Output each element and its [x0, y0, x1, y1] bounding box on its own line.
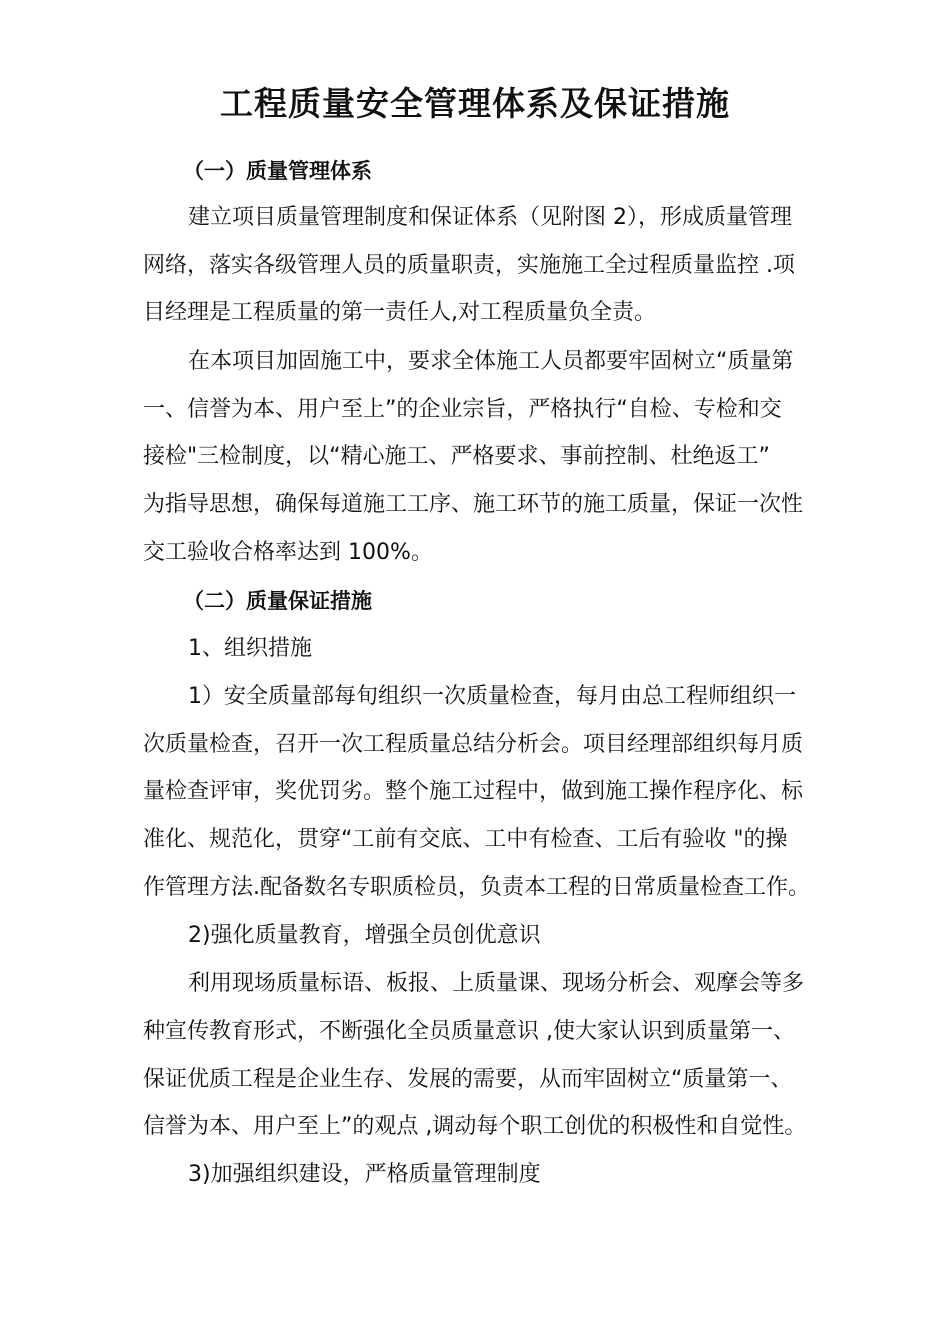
paragraph-line: 信誉为本、用户至上”的观点 ,调动每个职工创优的积极性和自觉性。 — [143, 1114, 807, 1139]
paragraph-line: 利用现场质量标语、板报、上质量课、现场分析会、观摩会等多 — [188, 971, 805, 996]
paragraph-line: 量检查评审，奖优罚劣。整个施工过程中，做到施工操作程序化、标 — [143, 779, 804, 804]
paragraph-line: 接检"三检制度，以“精心施工、严格要求、事前控制、杜绝返工” — [143, 444, 770, 469]
subheading-line: 1、组织措施 — [188, 636, 312, 661]
paragraph-line: 保证优质工程是企业生存、发展的需要，从而牢固树立“质量第一、 — [143, 1067, 793, 1092]
paragraph-line: 在本项目加固施工中，要求全体施工人员都要牢固树立“质量第 — [188, 349, 794, 374]
paragraph-line: 交工验收合格率达到 100%。 — [143, 540, 433, 565]
paragraph-line: 网络，落实各级管理人员的质量职责，实施施工全过程质量监控 .项 — [143, 253, 795, 278]
document-title: 工程质量安全管理体系及保证措施 — [220, 84, 730, 123]
section-heading-quality-system: （一）质量管理体系 — [183, 159, 372, 183]
paragraph-line: 次质量检查，召开一次工程质量总结分析会。项目经理部组织每月质 — [143, 732, 804, 757]
paragraph-line: 种宣传教育形式，不断强化全员质量意识 ,使大家认识到质量第一、 — [143, 1019, 795, 1044]
paragraph-line: 作管理方法.配备数名专职质检员，负责本工程的日常质量检查工作。 — [143, 875, 810, 900]
section-heading-quality-measures: （二）质量保证措施 — [183, 589, 372, 613]
subheading-line: 3)加强组织建设，严格质量管理制度 — [188, 1162, 541, 1187]
paragraph-line: 建立项目质量管理制度和保证体系（见附图 2），形成质量管理 — [188, 205, 792, 230]
paragraph-line: 目经理是工程质量的第一责任人,对工程质量负全责。 — [143, 300, 656, 325]
paragraph-line: 准化、规范化，贯穿“工前有交底、工中有检查、工后有验收 "的操 — [143, 827, 788, 852]
paragraph-line: 一、信誉为本、用户至上”的企业宗旨，严格执行“自检、专检和交 — [143, 397, 782, 422]
paragraph-line: 为指导思想，确保每道施工工序、施工环节的施工质量，保证一次性 — [143, 492, 804, 517]
paragraph-line: 1）安全质量部每旬组织一次质量检查，每月由总工程师组织一 — [188, 684, 796, 709]
subheading-line: 2)强化质量教育，增强全员创优意识 — [188, 923, 541, 948]
